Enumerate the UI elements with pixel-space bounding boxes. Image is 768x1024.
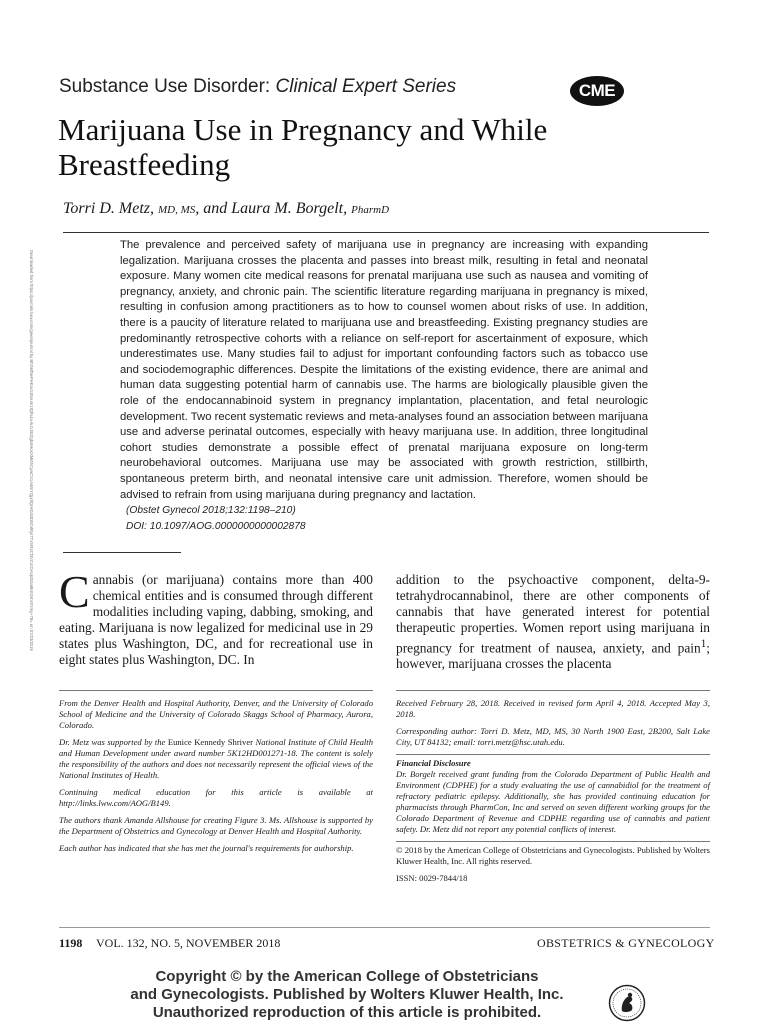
journal-name: OBSTETRICS & GYNECOLOGY bbox=[537, 936, 715, 950]
affiliation-note: From the Denver Health and Hospital Authority, Denver, and the University of Colorado School of Medicine and the University of Colorado Skaggs School of Pharmacy, Aurora, Colorado. bbox=[59, 698, 373, 730]
footnotes-left bbox=[59, 698, 373, 860]
correspondence-note: Corresponding author: Torri D. Metz, MD, MS, 30 North 1900 East, 2B200, Salt Lake City, UT 84132; email: torri.metz@hsc.utah.edu. bbox=[396, 726, 710, 747]
body-column-right bbox=[396, 572, 710, 672]
article-title: Marijuana Use in Pregnancy and While Breastfeeding bbox=[58, 112, 548, 182]
acog-seal-icon bbox=[608, 984, 646, 1022]
copyright-note: © 2018 by the American College of Obstetricians and Gynecologists. Published by Wolters Kluwer Health, Inc. All rights reserved. bbox=[396, 845, 710, 866]
series-prefix: Substance Use Disorder: bbox=[59, 76, 276, 97]
funding-note-a: Dr. Metz was supported by the bbox=[59, 737, 168, 747]
copyright-line-3: Unauthorized reproduction of this article is prohibited. bbox=[152, 1004, 542, 1021]
journal-citation: (Obstet Gynecol 2018;132:1198–210) bbox=[126, 505, 296, 517]
disclosure-text: Dr. Borgelt received grant funding from the Colorado Department of Public Health and Environment (CDPHE) for a study evaluating the use of cannabidiol for the treatment of refractory pediatric epilepsy. Additionally, she has provided continuing education for pharmacists through PharmCon, Inc and served on seven different working groups for the Colorado Department of Revenue and CDPHE regarding use of cannabis and patient safety. Dr. Metz did not report any potential conflicts of interest. bbox=[396, 769, 710, 834]
abstract bbox=[120, 238, 648, 534]
reference-superscript: 1 bbox=[700, 638, 707, 650]
author2-degree: PharmD bbox=[351, 204, 390, 216]
cme-note: Continuing medical education for this article is available at http://links.lww.com/AOG/B149. bbox=[59, 787, 373, 808]
funding-note bbox=[59, 737, 373, 781]
copyright-line-1: Copyright © by the American College of Obstetricians bbox=[155, 968, 539, 985]
body-text-right-a: addition to the psychoactive component, delta-9-tetrahydrocannabinol, there are other components of cannabis that have generated interest for potential therapeutic properties. Women report using marijuana in pregnancy for treatment of nausea, anxiety, and pain bbox=[396, 572, 710, 656]
abstract-citation-block bbox=[126, 503, 648, 534]
funding-note-name: Eunice Kennedy Shriver bbox=[167, 737, 254, 747]
footnotes-right bbox=[396, 698, 710, 890]
title-divider bbox=[63, 232, 709, 233]
series-title bbox=[59, 76, 456, 98]
acknowledgment-note: The authors thank Amanda Allshouse for creating Figure 3. Ms. Allshouse is supported by the Department of Obstetrics and Gynecology at Denver Health and Hospital Authority. bbox=[59, 815, 373, 836]
download-watermark bbox=[22, 250, 34, 830]
footnote-rule-right bbox=[396, 690, 710, 691]
issn: ISSN: 0029-7844/18 bbox=[396, 873, 468, 883]
volume-info: VOL. 132, NO. 5, NOVEMBER 2018 bbox=[96, 936, 281, 950]
authorship-note: Each author has indicated that she has met the journal's requirements for authorship. bbox=[59, 843, 354, 853]
body-column-left bbox=[59, 566, 373, 668]
footer-rule bbox=[59, 927, 710, 928]
body-text-left: annabis (or marijuana) contains more than 400 chemical entities and is consumed through different modalities including vaping, dabbing, smoking, and eating. Marijuana is now legalized for medicinal use in 29 states plus Washington, DC, and for recreational use in eight states plus Washington, DC. In bbox=[59, 572, 373, 667]
series-name: Clinical Expert Series bbox=[275, 76, 457, 97]
drop-cap: C bbox=[59, 566, 90, 617]
page-number: 1198 bbox=[59, 936, 83, 950]
footnote-rule-left bbox=[59, 690, 373, 691]
authors-connector: , and Laura M. Borgelt, bbox=[195, 200, 352, 217]
doi: DOI: 10.1097/AOG.0000000000002878 bbox=[126, 520, 306, 532]
disclosure-title: Financial Disclosure bbox=[396, 758, 471, 768]
cme-badge: CME bbox=[570, 76, 624, 106]
abstract-text: The prevalence and perceived safety of marijuana use in pregnancy are increasing with expanding legalization. Marijuana crosses the placenta and passes into breast milk, resulting in fetal and neonatal exposure. Many women cite medical reasons for prenatal marijuana use such as nausea and vomiting of pregnancy, anxiety, and chronic pain. The scientific literature regarding marijuana in pregnancy is mixed, resulting in confusion among practitioners as to how to counsel women about risks of use. In addition, there is a paucity of literature related to marijuana use and breastfeeding. Existing pregnancy studies are predominantly retrospective cohorts with a reliance on self-report for ascertainment of exposure, which underestimates use. Many studies fail to adjust for important confounding factors such as tobacco use and sociodemographic differences. Despite the limitations of the existing evidence, there are animal and human data suggesting potential harm of cannabis use. The harms are biologically plausible given the role of the endocannabinoid system in pregnancy implantation, placentation, and fetal neurologic development. Two recent systematic reviews and meta-analyses found an association between marijuana use and adverse perinatal outcomes, especially with heavy marijuana use. In addition, three longitudinal cohort studies demonstrate a possible effect of prenatal marijuana exposure on long-term neurobehavioral outcomes. Marijuana use may be associated with growth restriction, stillbirth, spontaneous preterm birth, and neonatal intensive care unit admission. Therefore, women should be advised to refrain from using marijuana during pregnancy and lactation. bbox=[120, 239, 648, 501]
author1-degree: MD, MS bbox=[157, 204, 196, 216]
abstract-end-rule bbox=[63, 552, 181, 553]
copyright-line-2: and Gynecologists. Published by Wolters Kluwer Health, Inc. bbox=[130, 986, 564, 1003]
download-watermark-text: Downloaded from https://journals.lww.com/greenjournal by BhDMf5ePHKav1zEoum1tQfN4a+kJLhEZgbsIHo4XMi0hCywCX1AWnYQp/IlQrHD3i3D0OdRyi7TvSFl4Cf3VC4/OAVpDDa8KKGKV0Ymy+78= on 07/23/2019 bbox=[29, 250, 34, 651]
copyright-rule bbox=[396, 841, 710, 842]
funding-note-b: National Institute of Child Health and Human Development under award number 5K12HD001271-18. The content is solely the responsibility of the authors and does not necessarily represent the official views of the National Institutes of Health. bbox=[59, 737, 373, 780]
disclosure-rule bbox=[396, 754, 710, 755]
author1-name: Torri D. Metz, bbox=[63, 200, 158, 217]
received-dates: Received February 28, 2018. Received in revised form April 4, 2018. Accepted May 3, 2018. bbox=[396, 698, 710, 719]
author-line bbox=[63, 200, 389, 218]
body-text-right-b: ; however, marijuana crosses the placenta bbox=[396, 640, 710, 672]
copyright-banner bbox=[60, 968, 634, 1022]
